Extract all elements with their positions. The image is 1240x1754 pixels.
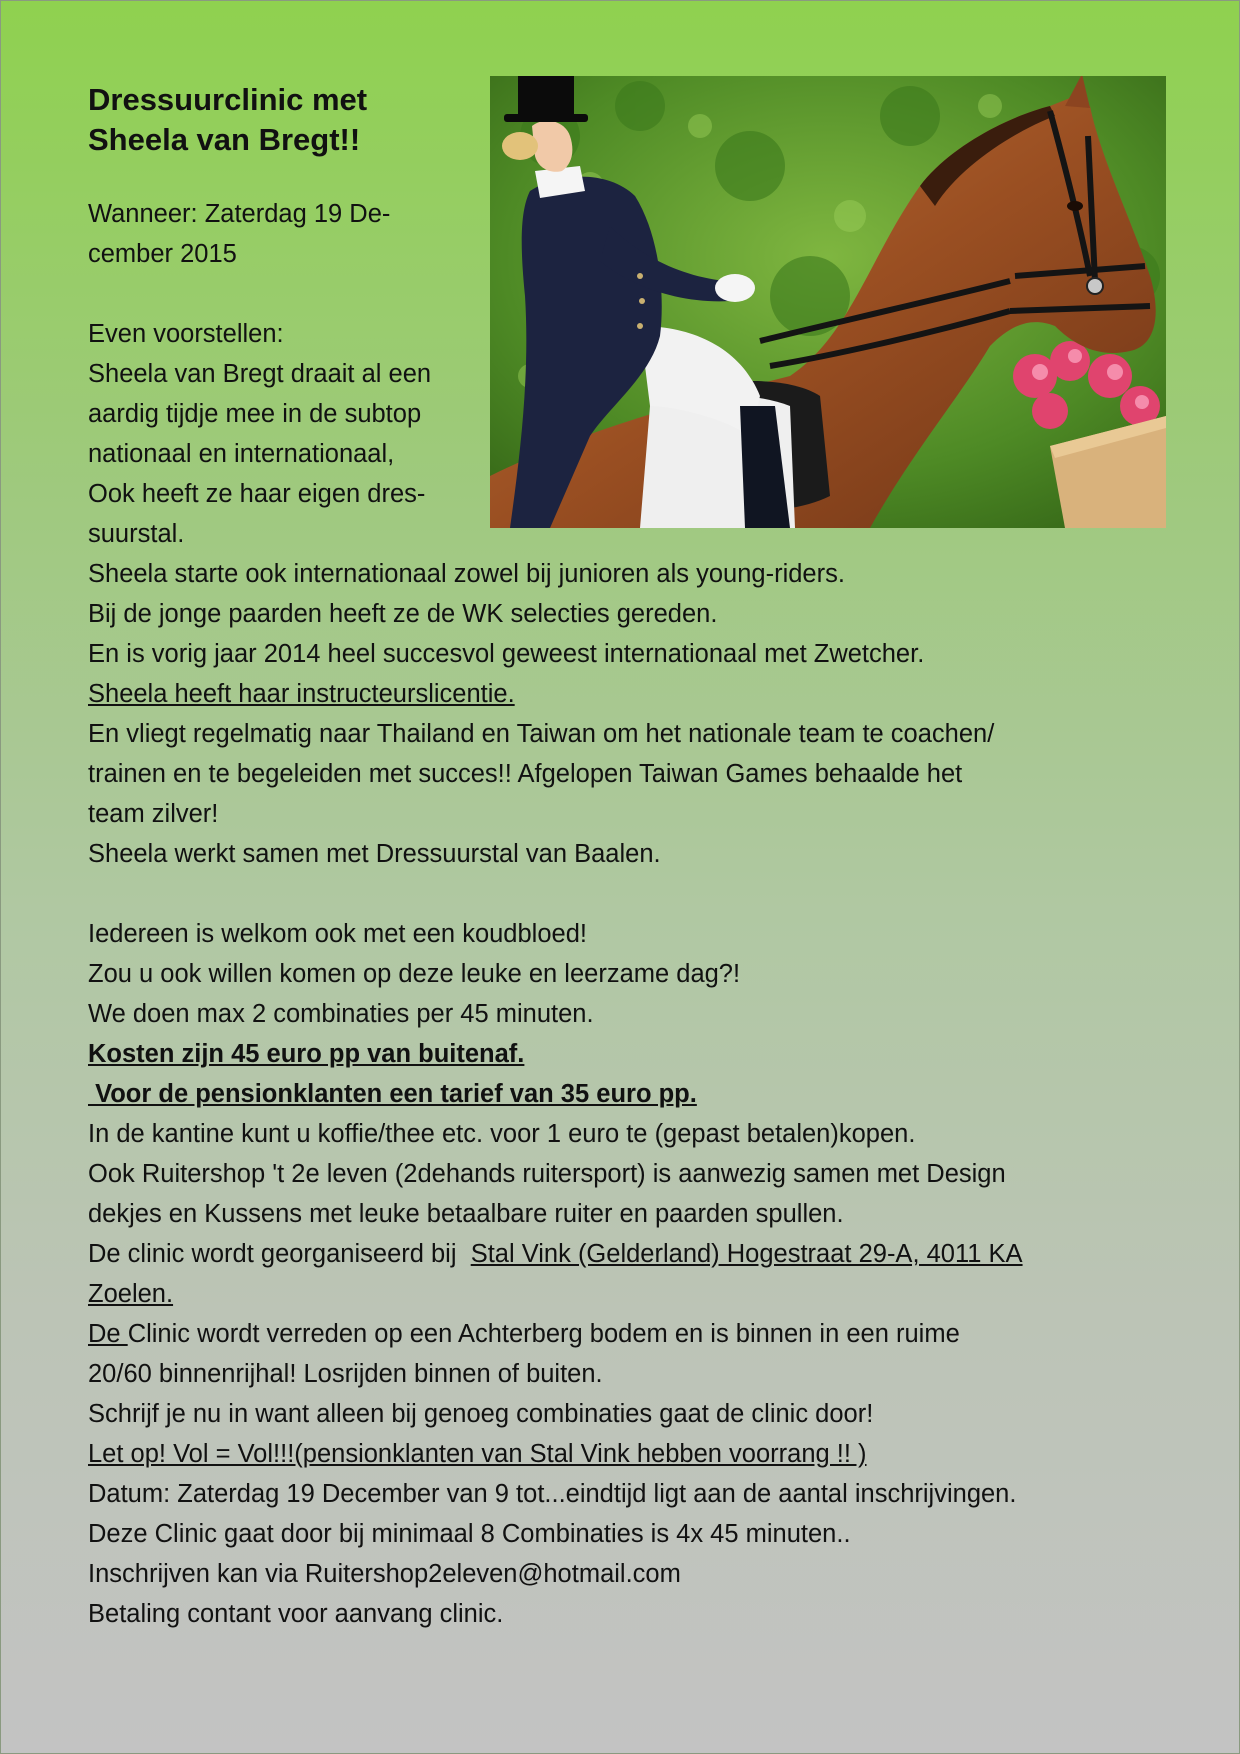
intro-line-5: suurstal. [88,520,185,548]
location-city[interactable]: Zoelen. [88,1280,174,1308]
date-line: Datum: Zaterdag 19 December van 9 tot...eindtijd ligt aan de aantal inschrijvingen. [88,1480,1017,1508]
intro-block [88,194,488,554]
intro-line-4: Ook heeft ze haar eigen dres- [88,480,426,508]
body-line: 20/60 binnenrijhal! Losrijden binnen of buiten. [88,1360,603,1388]
body-line: Deze Clinic gaat door bij minimaal 8 Combinaties is 4x 45 minuten.. [88,1520,851,1548]
body-line: We doen max 2 combinaties per 45 minuten. [88,1000,594,1028]
location-link[interactable]: Stal Vink (Gelderland) Hogestraat 29-A, 4011 KA [470,1240,1023,1268]
location-prefix: De clinic wordt georganiseerd bij [88,1240,471,1268]
location-line [88,1234,1168,1274]
intro-line-2: aardig tijdje mee in de subtop [88,400,422,428]
when-line-1: Wanneer: Zaterdag 19 De- [88,200,391,228]
spacer [88,274,488,314]
intro-line-3: nationaal en internationaal, [88,440,395,468]
title-line-2: Sheela van Bregt!! [88,122,361,157]
payment-line: Betaling contant voor aanvang clinic. [88,1600,504,1628]
when-line-2: cember 2015 [88,240,237,268]
title-line-1: Dressuurclinic met [88,82,368,117]
pension-cost-line: Voor de pensionklanten een tarief van 35 euro pp. [88,1080,697,1108]
de-prefix: De [88,1320,128,1348]
body-line: Sheela starte ook internationaal zowel bij junioren als young-riders. [88,560,845,588]
even-voorstellen: Even voorstellen: [88,320,284,348]
body-line: Sheela werkt samen met Dressuurstal van Baalen. [88,840,661,868]
intro-line-1: Sheela van Bregt draait al een [88,360,432,388]
body-line: In de kantine kunt u koffie/thee etc. voor 1 euro te (gepast betalen)kopen. [88,1120,916,1148]
body-line: Iedereen is welkom ook met een koudbloed! [88,920,587,948]
cost-line: Kosten zijn 45 euro pp van buitenaf. [88,1040,525,1068]
body-line: Bij de jonge paarden heeft ze de WK selecties gereden. [88,600,718,628]
body-line: trainen en te begeleiden met succes!! Afgelopen Taiwan Games behaalde het [88,760,963,788]
body-line: Schrijf je nu in want alleen bij genoeg combinaties gaat de clinic door! [88,1400,874,1428]
body-line: En vliegt regelmatig naar Thailand en Taiwan om het nationale team te coachen/ [88,720,995,748]
body-line: En is vorig jaar 2014 heel succesvol geweest internationaal met Zwetcher. [88,640,925,668]
clinic-floor-text: Clinic wordt verreden op een Achterberg bodem en is binnen in een ruime [127,1320,960,1348]
licence-line: Sheela heeft haar instructeurslicentie. [88,680,515,708]
body-line: dekjes en Kussens met leuke betaalbare ruiter en paarden spullen. [88,1200,844,1228]
body-line [88,1314,1168,1354]
spacer [88,874,1168,914]
body-line: team zilver! [88,800,219,828]
page-title [88,80,468,160]
body-line: Zou u ook willen komen op deze leuke en leerzame dag?! [88,960,741,988]
body-block [88,554,1168,1634]
warning-line: Let op! Vol = Vol!!!(pensionklanten van Stal Vink hebben voorrang !! ) [88,1440,867,1468]
signup-line: Inschrijven kan via Ruitershop2eleven@hotmail.com [88,1560,681,1588]
rider-horse-photo [490,76,1166,528]
body-line: Ook Ruitershop 't 2e leven (2dehands ruitersport) is aanwezig samen met Design [88,1160,1006,1188]
